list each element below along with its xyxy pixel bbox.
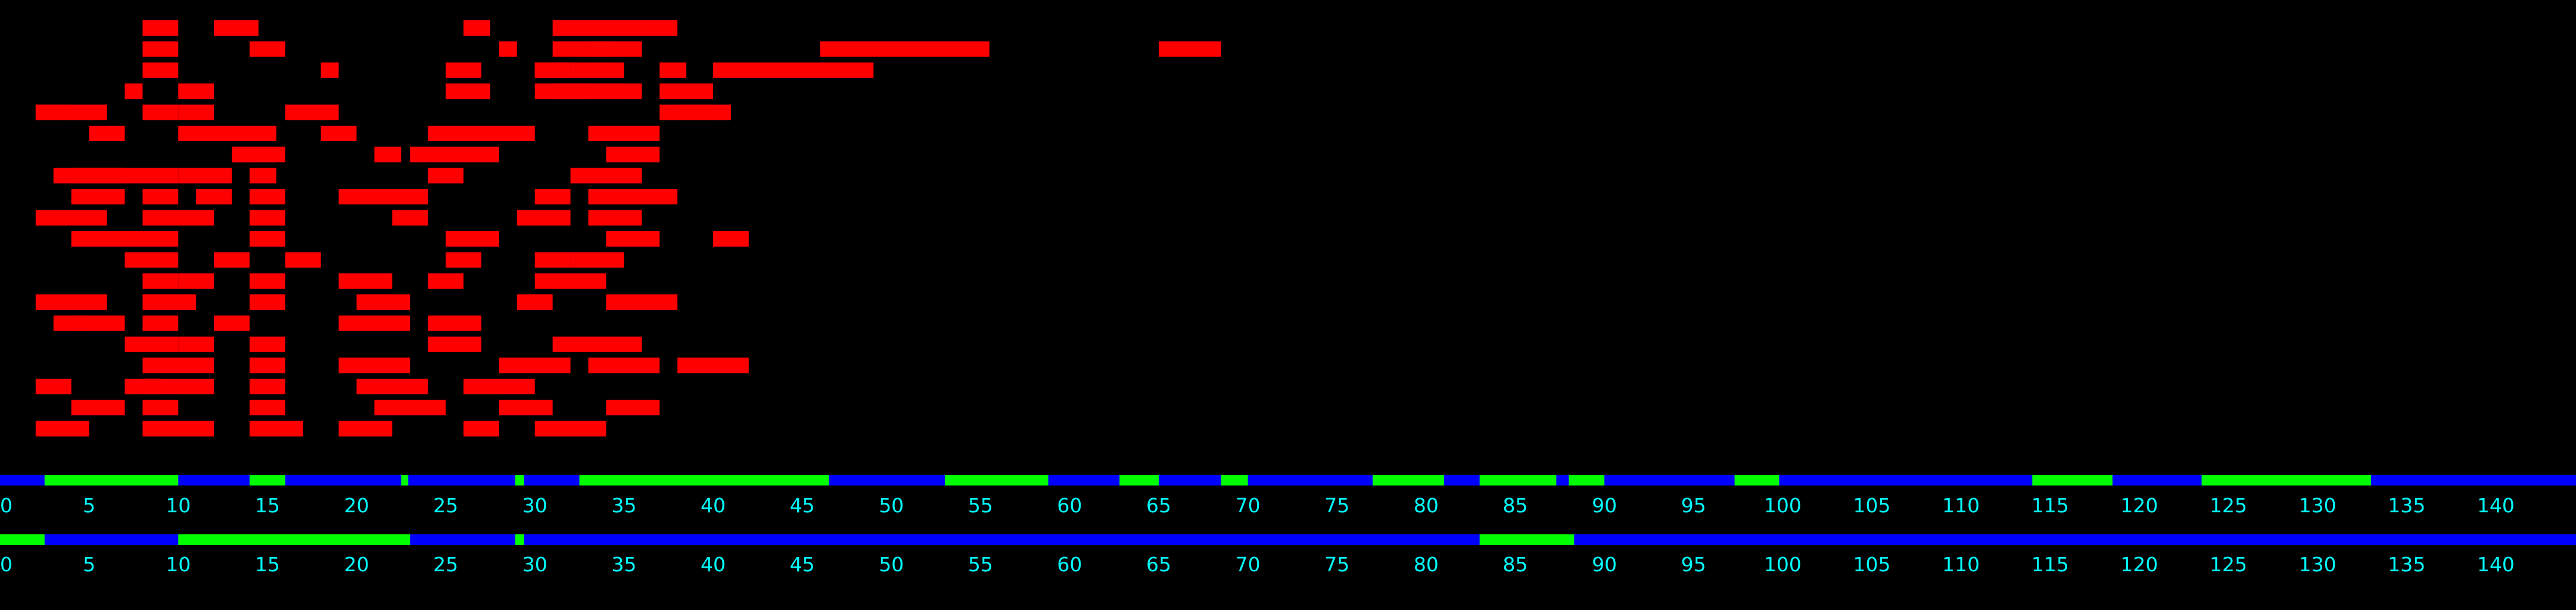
x-tick-label: 105 [1853,494,1891,517]
bar-r2-14 [535,63,571,78]
track-1-on-segment [1221,475,1248,485]
bar-r9-66 [588,210,642,226]
bar-r18-119 [499,400,553,415]
bar-r17-111 [142,379,214,394]
x-tick-label: 65 [1146,553,1172,576]
x-tick-label: 140 [2477,494,2515,517]
x-tick-label: 50 [879,553,904,576]
bar-r18-115 [71,400,125,415]
x-tick-label: 85 [1502,494,1528,517]
bar-r12-84 [535,273,606,289]
bar-r11-73 [125,252,178,267]
bar-r9-61 [36,210,107,226]
bar-r2-15 [321,63,339,78]
bar-r11-77 [535,252,571,267]
x-tick-label: 30 [522,494,547,517]
bar-r4-31 [178,105,214,120]
x-tick-label: 140 [2477,553,2515,576]
bar-r7-50 [178,168,232,183]
x-tick-label: 110 [1942,553,1980,576]
bar-r12-83 [428,273,463,289]
bar-r15-100 [428,337,481,352]
bar-r16-105 [339,357,410,373]
x-tick-label: 135 [2388,553,2426,576]
bar-r14-92 [71,316,125,331]
x-tick-label: 5 [83,494,96,517]
bar-r0-0 [142,20,178,36]
bar-r15-99 [250,337,285,352]
bar-r0-4 [642,20,677,36]
bar-r18-116 [142,400,178,415]
bar-r6-46 [606,147,659,162]
x-tick-label: 0 [0,494,13,517]
track-1-on-segment [1735,475,1779,485]
x-tick-label: 35 [611,553,637,576]
track-1-on-segment [580,475,829,485]
bar-r7-53 [571,168,642,183]
bar-r3-20 [125,83,142,99]
bar-r16-104 [250,357,285,373]
bar-r3-21 [178,83,214,99]
x-tick-label: 90 [1592,494,1617,517]
x-tick-label: 115 [2031,553,2069,576]
x-tick-label: 45 [789,494,815,517]
x-tick-label: 60 [1057,553,1082,576]
x-tick-label: 50 [879,494,904,517]
bar-r19-121 [36,421,89,437]
x-tick-label: 40 [700,553,726,576]
bar-r1-8 [588,41,615,57]
bar-r3-22 [446,83,463,99]
bar-r12-79 [142,273,178,289]
x-tick-label: 80 [1413,494,1439,517]
bar-r7-48 [71,168,125,183]
x-tick-label: 25 [433,553,459,576]
bar-r16-106 [499,357,571,373]
track-1-on-segment [2202,475,2371,485]
bar-r19-125 [463,421,499,437]
track-1-on-segment [515,475,524,485]
bar-r7-51 [250,168,276,183]
bar-r8-57 [250,189,285,204]
bar-r5-37 [214,126,276,141]
bar-r10-71 [606,231,659,247]
bar-r4-29 [36,105,71,120]
bar-r13-88 [356,294,410,310]
track-1-on-segment [2032,475,2113,485]
bar-r1-10 [820,41,989,57]
x-tick-label: 40 [700,494,726,517]
bar-r12-81 [250,273,285,289]
bar-r8-60 [588,189,677,204]
bar-r19-122 [142,421,214,437]
track-2-on-segment [1480,534,1575,545]
bar-r13-87 [250,294,285,310]
x-tick-label: 130 [2298,494,2337,517]
bar-r3-25 [659,83,713,99]
bar-r15-97 [125,337,178,352]
bar-r6-44 [374,147,401,162]
bar-r3-23 [463,83,490,99]
x-tick-label: 120 [2120,494,2158,517]
x-tick-label: 100 [1763,494,1802,517]
x-tick-label: 35 [611,494,637,517]
x-tick-label: 115 [2031,494,2069,517]
bar-r16-107 [588,357,659,373]
bar-r15-102 [571,337,606,352]
bar-r10-72 [713,231,749,247]
bar-r5-35 [89,126,125,141]
bar-r1-9 [499,41,517,57]
bar-r19-123 [250,421,303,437]
bar-r2-12 [142,63,178,78]
bar-r8-56 [196,189,232,204]
x-tick-label: 75 [1324,553,1350,576]
track-2-on-segment [178,534,410,545]
bar-r13-86 [142,294,196,310]
bar-r11-78 [571,252,624,267]
x-tick-label: 60 [1057,494,1082,517]
bar-r17-109 [36,379,71,394]
bar-r0-3 [553,20,642,36]
bar-r12-80 [178,273,214,289]
bar-r8-58 [339,189,428,204]
x-tick-label: 125 [2209,553,2247,576]
bar-r1-11 [1159,41,1221,57]
x-tick-label: 100 [1763,553,1802,576]
bar-r13-89 [517,294,553,310]
x-tick-label: 25 [433,494,459,517]
track-1-on-segment [401,475,408,485]
x-tick-label: 0 [0,553,13,576]
x-tick-label: 65 [1146,494,1172,517]
x-tick-label: 55 [967,553,993,576]
bar-r18-117 [250,400,285,415]
bar-r14-96 [428,316,481,331]
bar-r10-69 [250,231,285,247]
x-tick-label: 5 [83,553,96,576]
bar-r6-43 [232,147,276,162]
bar-r3-27 [535,83,589,99]
bar-r9-62 [142,210,214,226]
x-tick-label: 75 [1324,494,1350,517]
bar-r0-2 [463,20,490,36]
track-1-base [0,475,2576,485]
bar-r13-85 [36,294,107,310]
bar-r11-74 [214,252,250,267]
bar-r4-32 [285,105,339,120]
x-tick-label: 20 [344,553,369,576]
x-tick-label: 30 [522,553,547,576]
track-1-on-segment [1480,475,1557,485]
x-tick-label: 15 [254,553,280,576]
bar-r8-55 [142,189,178,204]
x-tick-label: 130 [2298,553,2337,576]
x-tick-label: 135 [2388,494,2426,517]
x-tick-label: 95 [1681,553,1706,576]
bar-r4-30 [142,105,178,120]
bar-r17-114 [463,379,535,394]
bar-r11-76 [446,252,481,267]
bar-r2-18 [571,63,624,78]
x-tick-label: 10 [166,494,191,517]
track-1-on-segment [1119,475,1159,485]
x-tick-label: 120 [2120,553,2158,576]
track-1-on-segment [45,475,178,485]
bar-r19-126 [535,421,606,437]
bar-r8-59 [535,189,571,204]
bar-r1-6 [250,41,285,57]
track-1-on-segment [1569,475,1604,485]
bar-r14-95 [339,316,410,331]
bar-r8-54 [71,189,125,204]
bar-r18-120 [606,400,659,415]
bar-r9-64 [392,210,428,226]
bar-r18-118 [374,400,446,415]
bar-r7-49 [125,168,178,183]
x-tick-label: 70 [1235,494,1261,517]
bar-r5-39 [428,126,535,141]
bar-r16-103 [142,357,214,373]
bar-r19-124 [339,421,393,437]
bar-r6-45 [410,147,499,162]
x-tick-label: 110 [1942,494,1980,517]
x-tick-label: 10 [166,553,191,576]
x-tick-label: 15 [254,494,280,517]
x-tick-label: 55 [967,494,993,517]
x-tick-label: 70 [1235,553,1261,576]
bar-r17-113 [356,379,428,394]
track-2-on-segment [0,534,45,545]
x-tick-label: 80 [1413,553,1439,576]
bar-r9-65 [517,210,571,226]
x-tick-label: 85 [1502,553,1528,576]
bar-r2-16 [446,63,481,78]
x-tick-label: 45 [789,553,815,576]
bar-r2-17 [713,63,873,78]
bar-r15-98 [178,337,214,352]
bar-r17-112 [250,379,285,394]
bar-r2-19 [659,63,686,78]
bar-r14-93 [142,316,178,331]
bar-r16-108 [677,357,749,373]
bar-r10-67 [71,231,125,247]
track-1-on-segment [1373,475,1444,485]
bar-r7-52 [428,168,463,183]
bar-r5-40 [588,126,659,141]
bar-r4-34 [677,105,713,120]
x-tick-label: 95 [1681,494,1706,517]
bar-r1-5 [142,41,178,57]
bar-r10-68 [125,231,178,247]
bar-r13-90 [606,294,677,310]
x-tick-label: 20 [344,494,369,517]
bar-r0-1 [214,20,259,36]
bar-r11-75 [285,252,321,267]
x-tick-label: 105 [1853,553,1891,576]
bar-r14-94 [214,316,250,331]
bar-r5-38 [321,126,357,141]
track-1-on-segment [945,475,1049,485]
track-1-on-segment [250,475,285,485]
x-tick-label: 125 [2209,494,2247,517]
bar-r12-82 [339,273,393,289]
x-tick-label: 90 [1592,553,1617,576]
track-2-on-segment [515,534,524,545]
bar-r9-63 [250,210,285,226]
bar-r10-70 [446,231,499,247]
